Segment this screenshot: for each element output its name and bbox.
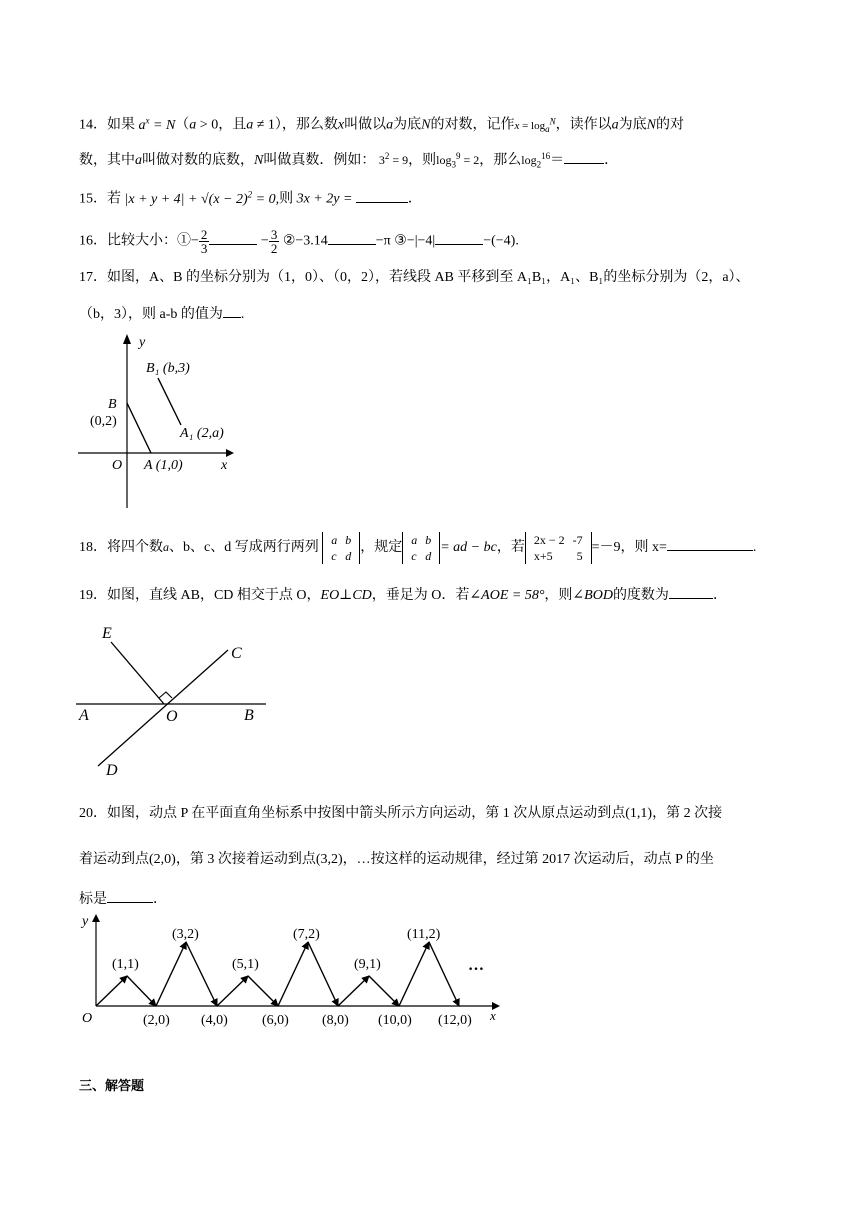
svg-text:…: …: [468, 957, 484, 974]
q20-line1: 20．如图，动点 P 在平面直角坐标系中按图中箭头所示方向运动，第 1 次从原点运动到点(1,1)，第 2 次接: [79, 806, 723, 821]
svg-text:B: B: [244, 707, 254, 724]
svg-text:(10,0): (10,0): [378, 1013, 412, 1028]
svg-text:O: O: [82, 1011, 93, 1026]
q18-answer-blank[interactable]: [667, 536, 753, 551]
svg-text:(0,2): (0,2): [90, 414, 117, 429]
q20-answer-blank[interactable]: [107, 888, 153, 903]
svg-text:A: A: [79, 707, 89, 724]
svg-text:(12,0): (12,0): [438, 1013, 472, 1028]
q17-line1: 17．如图，A、B 的坐标分别为（1，0）、（0，2），若线段 AB 平移到至 A₁B₁，A₁、B₁的坐标分别为（2，a）、: [79, 270, 750, 285]
q15-line: 15．若 $|x + y + 4| + √(x - 2)^2 = 0$,则 3x + 2y = ．: [79, 189, 422, 207]
svg-text:O: O: [166, 708, 178, 725]
svg-text:C: C: [231, 645, 242, 662]
svg-text:B₁ (b,3): B₁ (b,3): [146, 361, 190, 376]
svg-text:A₁ (2,a): A₁ (2,a): [180, 426, 224, 441]
svg-text:(2,0): (2,0): [143, 1013, 170, 1028]
q19-line: 19．如图，直线 AB，CD 相交于点 O，EO⊥CD，垂足为 O．若∠AOE = 58°，则∠BOD的度数为 ．: [79, 584, 727, 606]
section-heading: 三、解答题: [79, 1079, 145, 1094]
svg-text:(3,2): (3,2): [172, 927, 199, 942]
svg-text:x: x: [490, 1008, 496, 1023]
svg-text:A (1,0): A (1,0): [144, 458, 183, 473]
svg-text:(6,0): (6,0): [262, 1013, 289, 1028]
q14-line1: 14．如果 $a^x = N(a > 0$，且a ≠ 1），那么数x叫做以a为底N的对数，记作$x = \log_a^N$，读作以a为底N的对: [79, 115, 684, 134]
svg-text:E: E: [102, 625, 112, 642]
svg-text:B: B: [108, 397, 117, 412]
svg-text:y: y: [82, 914, 89, 929]
q14-line2: 数，其中a叫做对数的底数，N叫做真数．例如： $3^2 = 9$，则$\log_3^9 = 2$，那么$\log_2^{16}=$ ．: [79, 151, 619, 170]
q19-figure: [76, 618, 276, 780]
q14-answer-blank[interactable]: [564, 149, 604, 164]
svg-text:(1,1): (1,1): [112, 957, 139, 972]
q17-figure: [76, 330, 246, 510]
svg-text:y: y: [139, 335, 146, 350]
q17-answer-blank[interactable]: [223, 303, 241, 318]
svg-text:(7,2): (7,2): [293, 927, 320, 942]
svg-text:O: O: [112, 458, 123, 473]
svg-text:D: D: [106, 762, 118, 779]
svg-text:(5,1): (5,1): [232, 957, 259, 972]
q16-blank-2[interactable]: [328, 230, 376, 245]
q15-answer-blank[interactable]: [356, 188, 408, 203]
q16-blank-3[interactable]: [435, 230, 483, 245]
q18-line: 18．将四个数a、b、c、d 写成两行两列 a b c d ，规定 a b c d = ad − bc，若 2x − 2 -7 x+5 5 =－9，则 x= .: [79, 533, 757, 563]
q16-blank-1[interactable]: [209, 230, 257, 245]
svg-text:(8,0): (8,0): [322, 1013, 349, 1028]
q19-answer-blank[interactable]: [669, 584, 713, 599]
svg-text:(9,1): (9,1): [354, 957, 381, 972]
q20-line3: 标是 ．: [79, 888, 167, 910]
q20-figure: [76, 910, 516, 1050]
svg-text:(11,2): (11,2): [407, 927, 441, 942]
q17-line2: （b，3），则 a-b 的值为 .: [79, 303, 244, 325]
svg-text:x: x: [221, 458, 228, 473]
q16-line: 16．比较大小：①− $\frac{2}{3}$ − $\frac{3}{2}$ ②−3.14 −π ③−|−4| −(−4).: [79, 227, 519, 256]
svg-text:(4,0): (4,0): [201, 1013, 228, 1028]
q20-line2: 着运动到点(2,0)，第 3 次接着运动到点(3,2)，…按这样的运动规律，经过第 2017 次运动后，动点 P 的坐: [79, 852, 714, 867]
